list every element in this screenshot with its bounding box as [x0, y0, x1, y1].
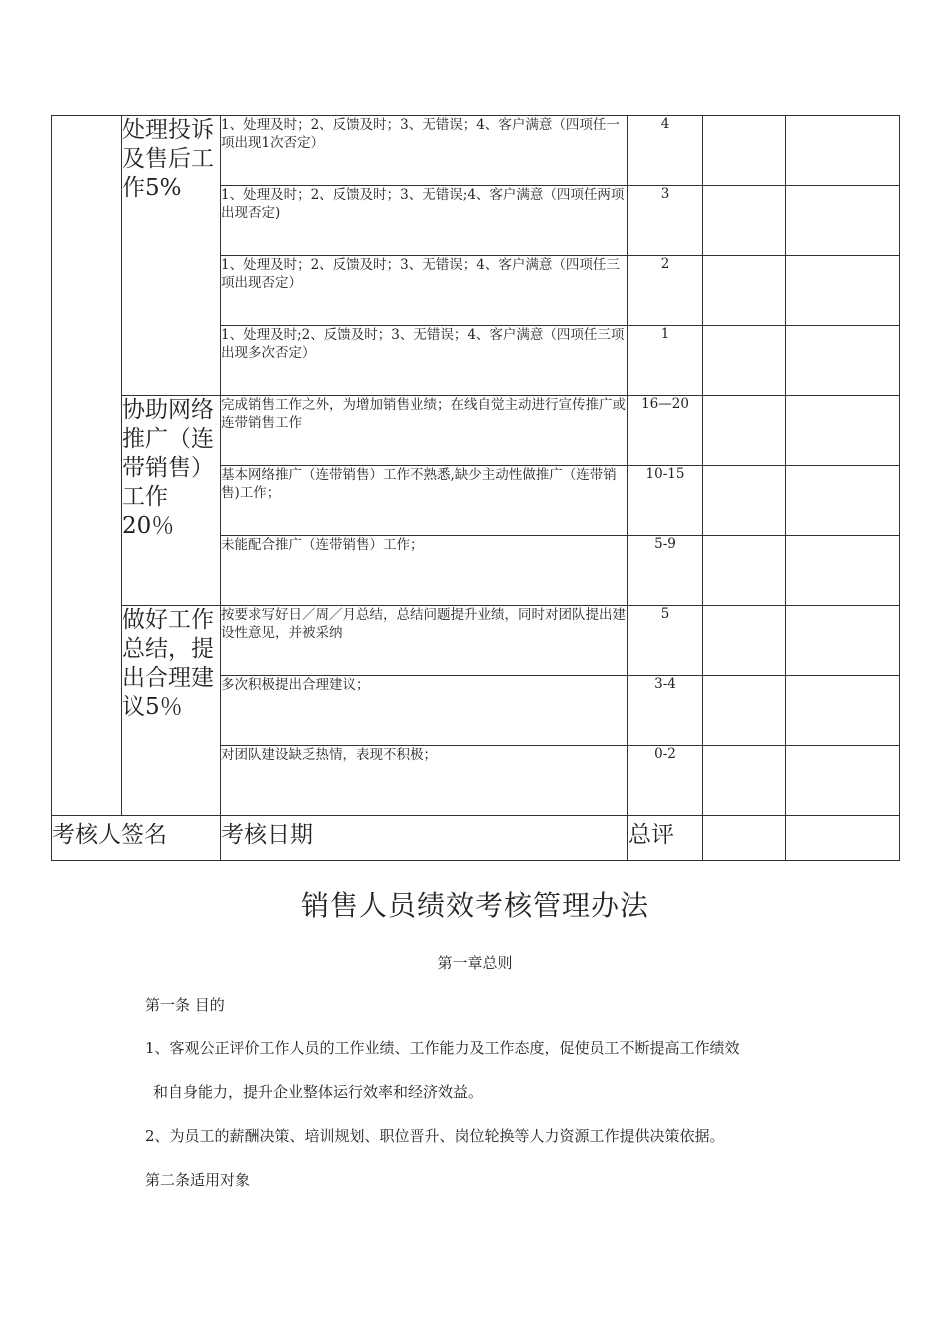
table-row	[52, 116, 900, 186]
paragraph: 和自身能力，提升企业整体运行效率和经济效益。	[153, 1083, 484, 1101]
article-heading: 第一条 目的	[145, 996, 225, 1014]
evaluation-cell[interactable]	[703, 396, 786, 466]
blank-left-column	[52, 116, 122, 816]
score-cell: 16—20	[628, 396, 703, 466]
score-cell: 3	[628, 186, 703, 256]
evaluation-cell[interactable]	[786, 256, 900, 326]
criteria-cell: 1、处理及时；2、反馈及时；3、无错误;4、客户满意（四项任两项出现否定)	[221, 186, 628, 256]
evaluation-cell[interactable]	[703, 536, 786, 606]
evaluation-cell[interactable]	[703, 116, 786, 186]
criteria-cell: 1、处理及时;2、反馈及时；3、无错误；4、客户满意（四项任三项出现多次否定）	[221, 326, 628, 396]
score-cell: 1	[628, 326, 703, 396]
criteria-cell: 1、处理及时；2、反馈及时；3、无错误；4、客户满意（四项任一项出现1次否定）	[221, 116, 628, 186]
assessment-table	[51, 115, 900, 861]
evaluation-cell[interactable]	[786, 466, 900, 536]
score-cell: 4	[628, 116, 703, 186]
document-title: 销售人员绩效考核管理办法	[300, 889, 649, 922]
category-cell: 协助网络推广（连带销售）工作20％	[122, 396, 221, 606]
criteria-cell: 完成销售工作之外，为增加销售业绩；在线自觉主动进行宣传推广或连带销售工作	[221, 396, 628, 466]
table-row	[52, 396, 900, 466]
evaluation-cell[interactable]	[786, 116, 900, 186]
criteria-cell: 未能配合推广（连带销售）工作；	[221, 536, 628, 606]
score-cell: 2	[628, 256, 703, 326]
evaluation-cell[interactable]	[786, 676, 900, 746]
evaluation-cell[interactable]	[703, 326, 786, 396]
criteria-cell: 1、处理及时；2、反馈及时；3、无错误；4、客户满意（四项任三项出现否定）	[221, 256, 628, 326]
category-cell: 做好工作总结，提出合理建议5％	[122, 606, 221, 816]
evaluation-cell[interactable]	[703, 676, 786, 746]
paragraph: 2、为员工的薪酬决策、培训规划、职位晋升、岗位轮换等人力资源工作提供决策依据。	[145, 1127, 725, 1145]
score-cell: 5	[628, 606, 703, 676]
date-label: 考核日期	[221, 816, 628, 861]
overall-value-cell[interactable]	[703, 816, 786, 861]
category-cell: 处理投诉及售后工作5%	[122, 116, 221, 396]
overall-value-cell[interactable]	[786, 816, 900, 861]
evaluation-cell[interactable]	[703, 466, 786, 536]
evaluation-cell[interactable]	[703, 186, 786, 256]
criteria-cell: 基本网络推广（连带销售）工作不熟悉,缺少主动性做推广（连带销售)工作；	[221, 466, 628, 536]
evaluation-cell[interactable]	[703, 746, 786, 816]
table-row	[52, 606, 900, 676]
evaluation-cell[interactable]	[786, 536, 900, 606]
score-cell: 0-2	[628, 746, 703, 816]
evaluation-cell[interactable]	[786, 396, 900, 466]
evaluation-cell[interactable]	[786, 606, 900, 676]
criteria-cell: 对团队建设缺乏热情，表现不积极；	[221, 746, 628, 816]
evaluation-cell[interactable]	[786, 186, 900, 256]
article-heading: 第二条适用对象	[145, 1171, 251, 1189]
signer-label: 考核人签名	[52, 816, 221, 861]
criteria-cell: 多次积极提出合理建议；	[221, 676, 628, 746]
paragraph: 1、客观公正评价工作人员的工作业绩、工作能力及工作态度，促使员工不断提高工作绩效	[145, 1039, 740, 1057]
score-cell: 10-15	[628, 466, 703, 536]
evaluation-cell[interactable]	[786, 326, 900, 396]
overall-label: 总评	[628, 816, 703, 861]
evaluation-cell[interactable]	[703, 256, 786, 326]
signature-row	[52, 816, 900, 861]
evaluation-cell[interactable]	[786, 746, 900, 816]
criteria-cell: 按要求写好日／周／月总结，总结问题提升业绩，同时对团队提出建设性意见，并被采纳	[221, 606, 628, 676]
score-cell: 3-4	[628, 676, 703, 746]
score-cell: 5-9	[628, 536, 703, 606]
evaluation-cell[interactable]	[703, 606, 786, 676]
chapter-heading: 第一章总则	[437, 954, 513, 972]
